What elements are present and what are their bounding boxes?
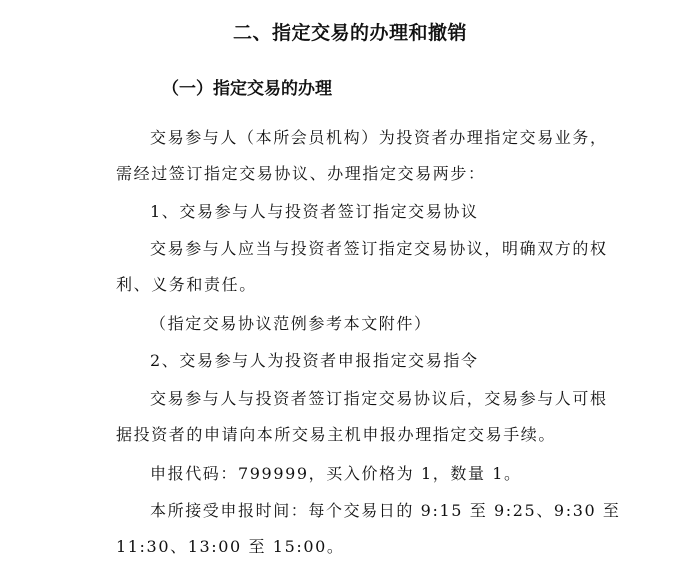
section-title: 二、指定交易的办理和撤销 <box>232 22 467 44</box>
paragraph-line-9: 据投资者的申请向本所交易主机申报办理指定交易手续。 <box>116 425 557 444</box>
declaration-code-line: 申报代码：799999，买入价格为 1，数量 1。 <box>150 464 522 483</box>
paragraph-line-8: 交易参与人与投资者签订指定交易协议后，交易参与人可根 <box>150 389 608 408</box>
step-2-heading: 2、交易参与人为投资者申报指定交易指令 <box>150 351 479 370</box>
paragraph-line-2: 需经过签订指定交易协议、办理指定交易两步： <box>116 164 486 183</box>
paragraph-line-4: 交易参与人应当与投资者签订指定交易协议，明确双方的权 <box>150 239 608 258</box>
declaration-time-line-cont: 11:30、13:00 至 15:00。 <box>116 537 345 556</box>
declaration-time-line: 本所接受申报时间：每个交易日的 9:15 至 9:25、9:30 至 <box>150 501 621 520</box>
paragraph-line-1: 交易参与人（本所会员机构）为投资者办理指定交易业务， <box>150 128 608 147</box>
subsection-title: （一）指定交易的办理 <box>162 79 332 99</box>
note-line: （指定交易协议范例参考本文附件） <box>150 314 432 333</box>
paragraph-line-5: 利、义务和责任。 <box>116 275 257 294</box>
step-1-heading: 1、交易参与人与投资者签订指定交易协议 <box>150 202 479 221</box>
